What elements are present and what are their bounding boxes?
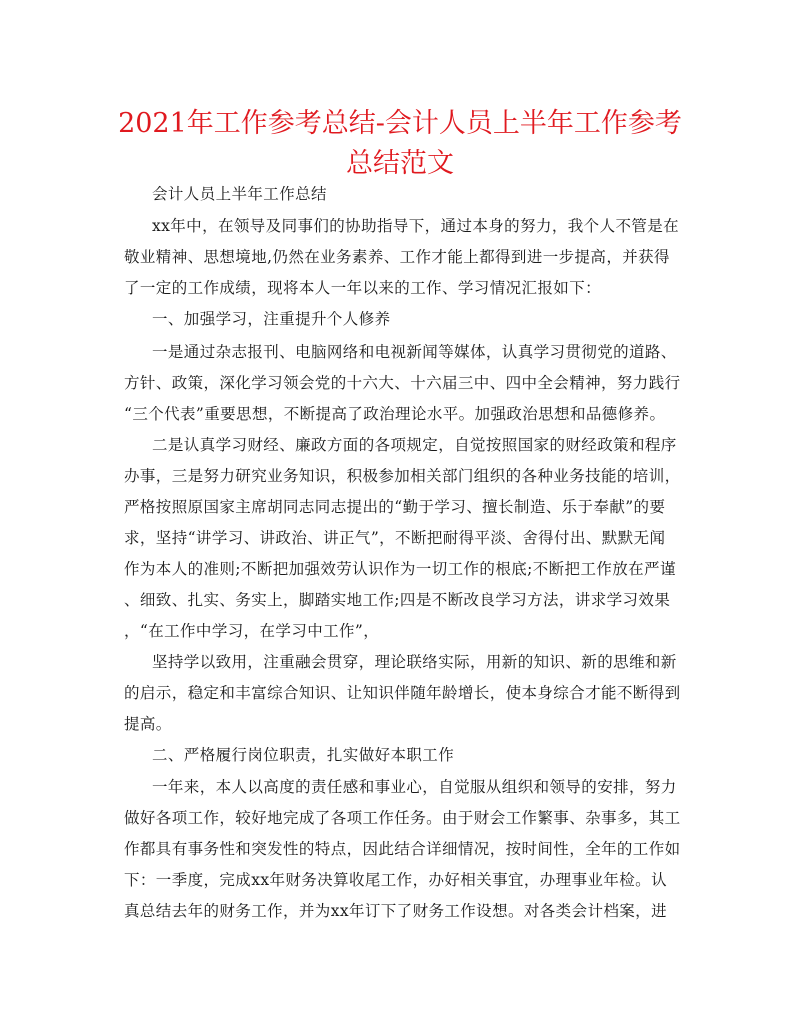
paragraph-line: 、细致、扎实、务实上，脚踏实地工作;四是不断改良学习方法，讲求学习效果 bbox=[124, 591, 671, 609]
paragraph-line: xx年中，在领导及同事们的协助指导下，通过本身的努力，我个人不管是在 bbox=[152, 217, 680, 235]
paragraph-line: 做好各项工作，较好地完成了各项工作任务。由于财会工作繁事、杂事多，其工 bbox=[124, 809, 681, 827]
document-title-line-2: 总结范文 bbox=[346, 148, 454, 179]
paragraph-line: 真总结去年的财务工作，并为xx年订下了财务工作设想。对各类会计档案，进 bbox=[124, 902, 667, 920]
paragraph-line: 下：一季度，完成xx年财务决算收尾工作，办好相关事宜，办理事业年检。认 bbox=[124, 871, 667, 889]
section-heading: 一、加强学习，注重提升个人修养 bbox=[152, 310, 391, 328]
paragraph-line: “三个代表”重要思想，不断提高了政治理论水平。加强政治思想和品德修养。 bbox=[124, 405, 666, 423]
paragraph-line: 的启示，稳定和丰富综合知识、让知识伴随年龄增长，使本身综合才能不断得到 bbox=[124, 684, 681, 702]
paragraph-line: 会计人员上半年工作总结 bbox=[152, 185, 327, 203]
paragraph-line: 坚持学以致用，注重融会贯穿，理论联络实际，用新的知识、新的思维和新 bbox=[152, 653, 677, 671]
paragraph-line: 方针、政策，深化学习领会党的十六大、十六届三中、四中全会精神，努力践行 bbox=[124, 374, 681, 392]
paragraph-line: 提高。 bbox=[124, 715, 172, 733]
paragraph-line: 了一定的工作成绩，现将本人一年以来的工作、学习情况汇报如下： bbox=[124, 279, 602, 297]
paragraph-line: ，“在工作中学习，在学习中工作”， bbox=[124, 622, 380, 640]
paragraph-line: 一是通过杂志报刊、电脑网络和电视新闻等媒体，认真学习贯彻党的道路、 bbox=[152, 343, 677, 361]
section-heading: 二、严格履行岗位职责，扎实做好本职工作 bbox=[152, 746, 455, 764]
paragraph-line: 二是认真学习财经、廉政方面的各项规定，自觉按照国家的财经政策和程序 bbox=[152, 436, 677, 454]
paragraph-line: 一年来，本人以高度的责任感和事业心，自觉服从组织和领导的安排，努力 bbox=[152, 778, 677, 796]
paragraph-line: 严格按照原国家主席胡同志同志提出的“勤于学习、擅长制造、乐于奉献”的要 bbox=[124, 498, 666, 516]
paragraph-line: 求，坚持“讲学习、讲政治、讲正气”，不断把耐得平淡、舍得付出、默默无闻 bbox=[124, 529, 666, 547]
paragraph-line: 敬业精神、思想境地,仍然在业务素养、工作才能上都得到进一步提高，并获得 bbox=[124, 248, 670, 266]
paragraph-line: 作都具有事务性和突发性的特点，因此结合详细情况，按时间性，全年的工作如 bbox=[124, 840, 681, 858]
paragraph-line: 办事，三是努力研究业务知识，积极参加相关部门组织的各种业务技能的培训， bbox=[124, 467, 681, 485]
document-title-line-1: 2021年工作参考总结-会计人员上半年工作参考 bbox=[118, 108, 682, 139]
paragraph-line: 作为本人的准则;不断把加强效劳认识作为一切工作的根底;不断把工作放在严谨 bbox=[124, 560, 676, 578]
